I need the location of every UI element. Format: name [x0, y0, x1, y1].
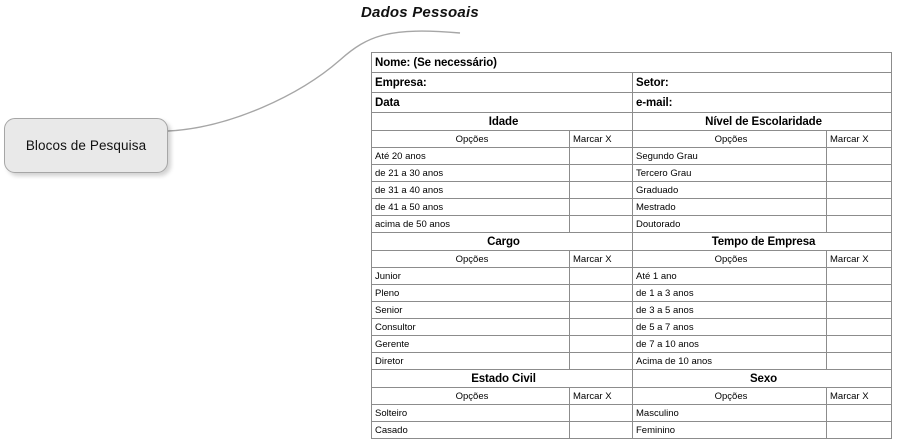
column-header-options-left: Opções — [372, 251, 570, 268]
option-label-left: de 21 a 30 anos — [372, 165, 570, 182]
option-label-left: acima de 50 anos — [372, 216, 570, 233]
column-header-mark-left: Marcar X — [570, 251, 633, 268]
identity-label-right: Setor: — [633, 73, 892, 93]
mark-cell-left[interactable] — [570, 148, 633, 165]
option-label-left: Diretor — [372, 353, 570, 370]
node-blocos-de-pesquisa[interactable] — [4, 118, 168, 173]
option-label-left: de 31 a 40 anos — [372, 182, 570, 199]
option-label-left: Pleno — [372, 285, 570, 302]
section-title-right: Tempo de Empresa — [633, 233, 892, 251]
column-header-mark-left: Marcar X — [570, 388, 633, 405]
option-label-right: Feminino — [633, 422, 827, 439]
mark-cell-right[interactable] — [827, 182, 892, 199]
section-header-row — [372, 233, 892, 251]
table-row — [372, 336, 892, 353]
section-header-row — [372, 370, 892, 388]
mark-cell-right[interactable] — [827, 165, 892, 182]
table-row — [372, 216, 892, 233]
column-header-mark-left: Marcar X — [570, 131, 633, 148]
section-header-row — [372, 113, 892, 131]
node-label: Blocos de Pesquisa — [25, 138, 147, 153]
option-label-right: de 1 a 3 anos — [633, 285, 827, 302]
mark-cell-right[interactable] — [827, 268, 892, 285]
section-title-left: Estado Civil — [372, 370, 633, 388]
option-label-right: Segundo Grau — [633, 148, 827, 165]
option-label-right: de 7 a 10 anos — [633, 336, 827, 353]
mark-cell-left[interactable] — [570, 319, 633, 336]
option-label-right: de 3 a 5 anos — [633, 302, 827, 319]
option-label-right: Tercero Grau — [633, 165, 827, 182]
option-label-right: de 5 a 7 anos — [633, 319, 827, 336]
table-row — [372, 148, 892, 165]
mark-cell-left[interactable] — [570, 199, 633, 216]
option-label-left: Junior — [372, 268, 570, 285]
section-title-left: Idade — [372, 113, 633, 131]
identity-row — [372, 53, 892, 73]
identity-label-right: e-mail: — [633, 93, 892, 113]
mark-cell-right[interactable] — [827, 422, 892, 439]
mark-cell-right[interactable] — [827, 405, 892, 422]
option-label-right: Mestrado — [633, 199, 827, 216]
column-header-row — [372, 251, 892, 268]
option-label-right: Acima de 10 anos — [633, 353, 827, 370]
column-header-mark-right: Marcar X — [827, 131, 892, 148]
option-label-right: Doutorado — [633, 216, 827, 233]
page-title: Dados Pessoais — [361, 4, 479, 21]
option-label-left: Senior — [372, 302, 570, 319]
mark-cell-left[interactable] — [570, 285, 633, 302]
table-row — [372, 268, 892, 285]
mark-cell-right[interactable] — [827, 148, 892, 165]
section-title-right: Sexo — [633, 370, 892, 388]
mark-cell-right[interactable] — [827, 319, 892, 336]
mark-cell-left[interactable] — [570, 353, 633, 370]
identity-label-left: Nome: (Se necessário) — [372, 53, 892, 73]
mark-cell-left[interactable] — [570, 268, 633, 285]
column-header-options-left: Opções — [372, 388, 570, 405]
table-row — [372, 285, 892, 302]
option-label-left: Gerente — [372, 336, 570, 353]
table-row — [372, 353, 892, 370]
column-header-options-right: Opções — [633, 131, 827, 148]
mark-cell-left[interactable] — [570, 165, 633, 182]
table-row — [372, 422, 892, 439]
mark-cell-right[interactable] — [827, 199, 892, 216]
mark-cell-right[interactable] — [827, 302, 892, 319]
section-title-right: Nível de Escolaridade — [633, 113, 892, 131]
table-row — [372, 182, 892, 199]
mark-cell-left[interactable] — [570, 422, 633, 439]
column-header-row — [372, 388, 892, 405]
table-row — [372, 405, 892, 422]
column-header-options-right: Opções — [633, 251, 827, 268]
column-header-row — [372, 131, 892, 148]
section-title-left: Cargo — [372, 233, 633, 251]
table-row — [372, 302, 892, 319]
mark-cell-left[interactable] — [570, 336, 633, 353]
table-row — [372, 319, 892, 336]
column-header-options-right: Opções — [633, 388, 827, 405]
mark-cell-right[interactable] — [827, 353, 892, 370]
mark-cell-left[interactable] — [570, 182, 633, 199]
option-label-right: Graduado — [633, 182, 827, 199]
mark-cell-left[interactable] — [570, 302, 633, 319]
mark-cell-right[interactable] — [827, 216, 892, 233]
option-label-left: Até 20 anos — [372, 148, 570, 165]
identity-label-left: Empresa: — [372, 73, 633, 93]
dados-pessoais-table — [371, 52, 892, 439]
column-header-mark-right: Marcar X — [827, 251, 892, 268]
option-label-right: Masculino — [633, 405, 827, 422]
option-label-left: de 41 a 50 anos — [372, 199, 570, 216]
identity-label-left: Data — [372, 93, 633, 113]
option-label-left: Casado — [372, 422, 570, 439]
mark-cell-left[interactable] — [570, 405, 633, 422]
identity-row — [372, 93, 892, 113]
mark-cell-right[interactable] — [827, 336, 892, 353]
option-label-left: Solteiro — [372, 405, 570, 422]
identity-row — [372, 73, 892, 93]
mark-cell-left[interactable] — [570, 216, 633, 233]
column-header-mark-right: Marcar X — [827, 388, 892, 405]
mark-cell-right[interactable] — [827, 285, 892, 302]
column-header-options-left: Opções — [372, 131, 570, 148]
option-label-left: Consultor — [372, 319, 570, 336]
table-row — [372, 199, 892, 216]
option-label-right: Até 1 ano — [633, 268, 827, 285]
table-row — [372, 165, 892, 182]
